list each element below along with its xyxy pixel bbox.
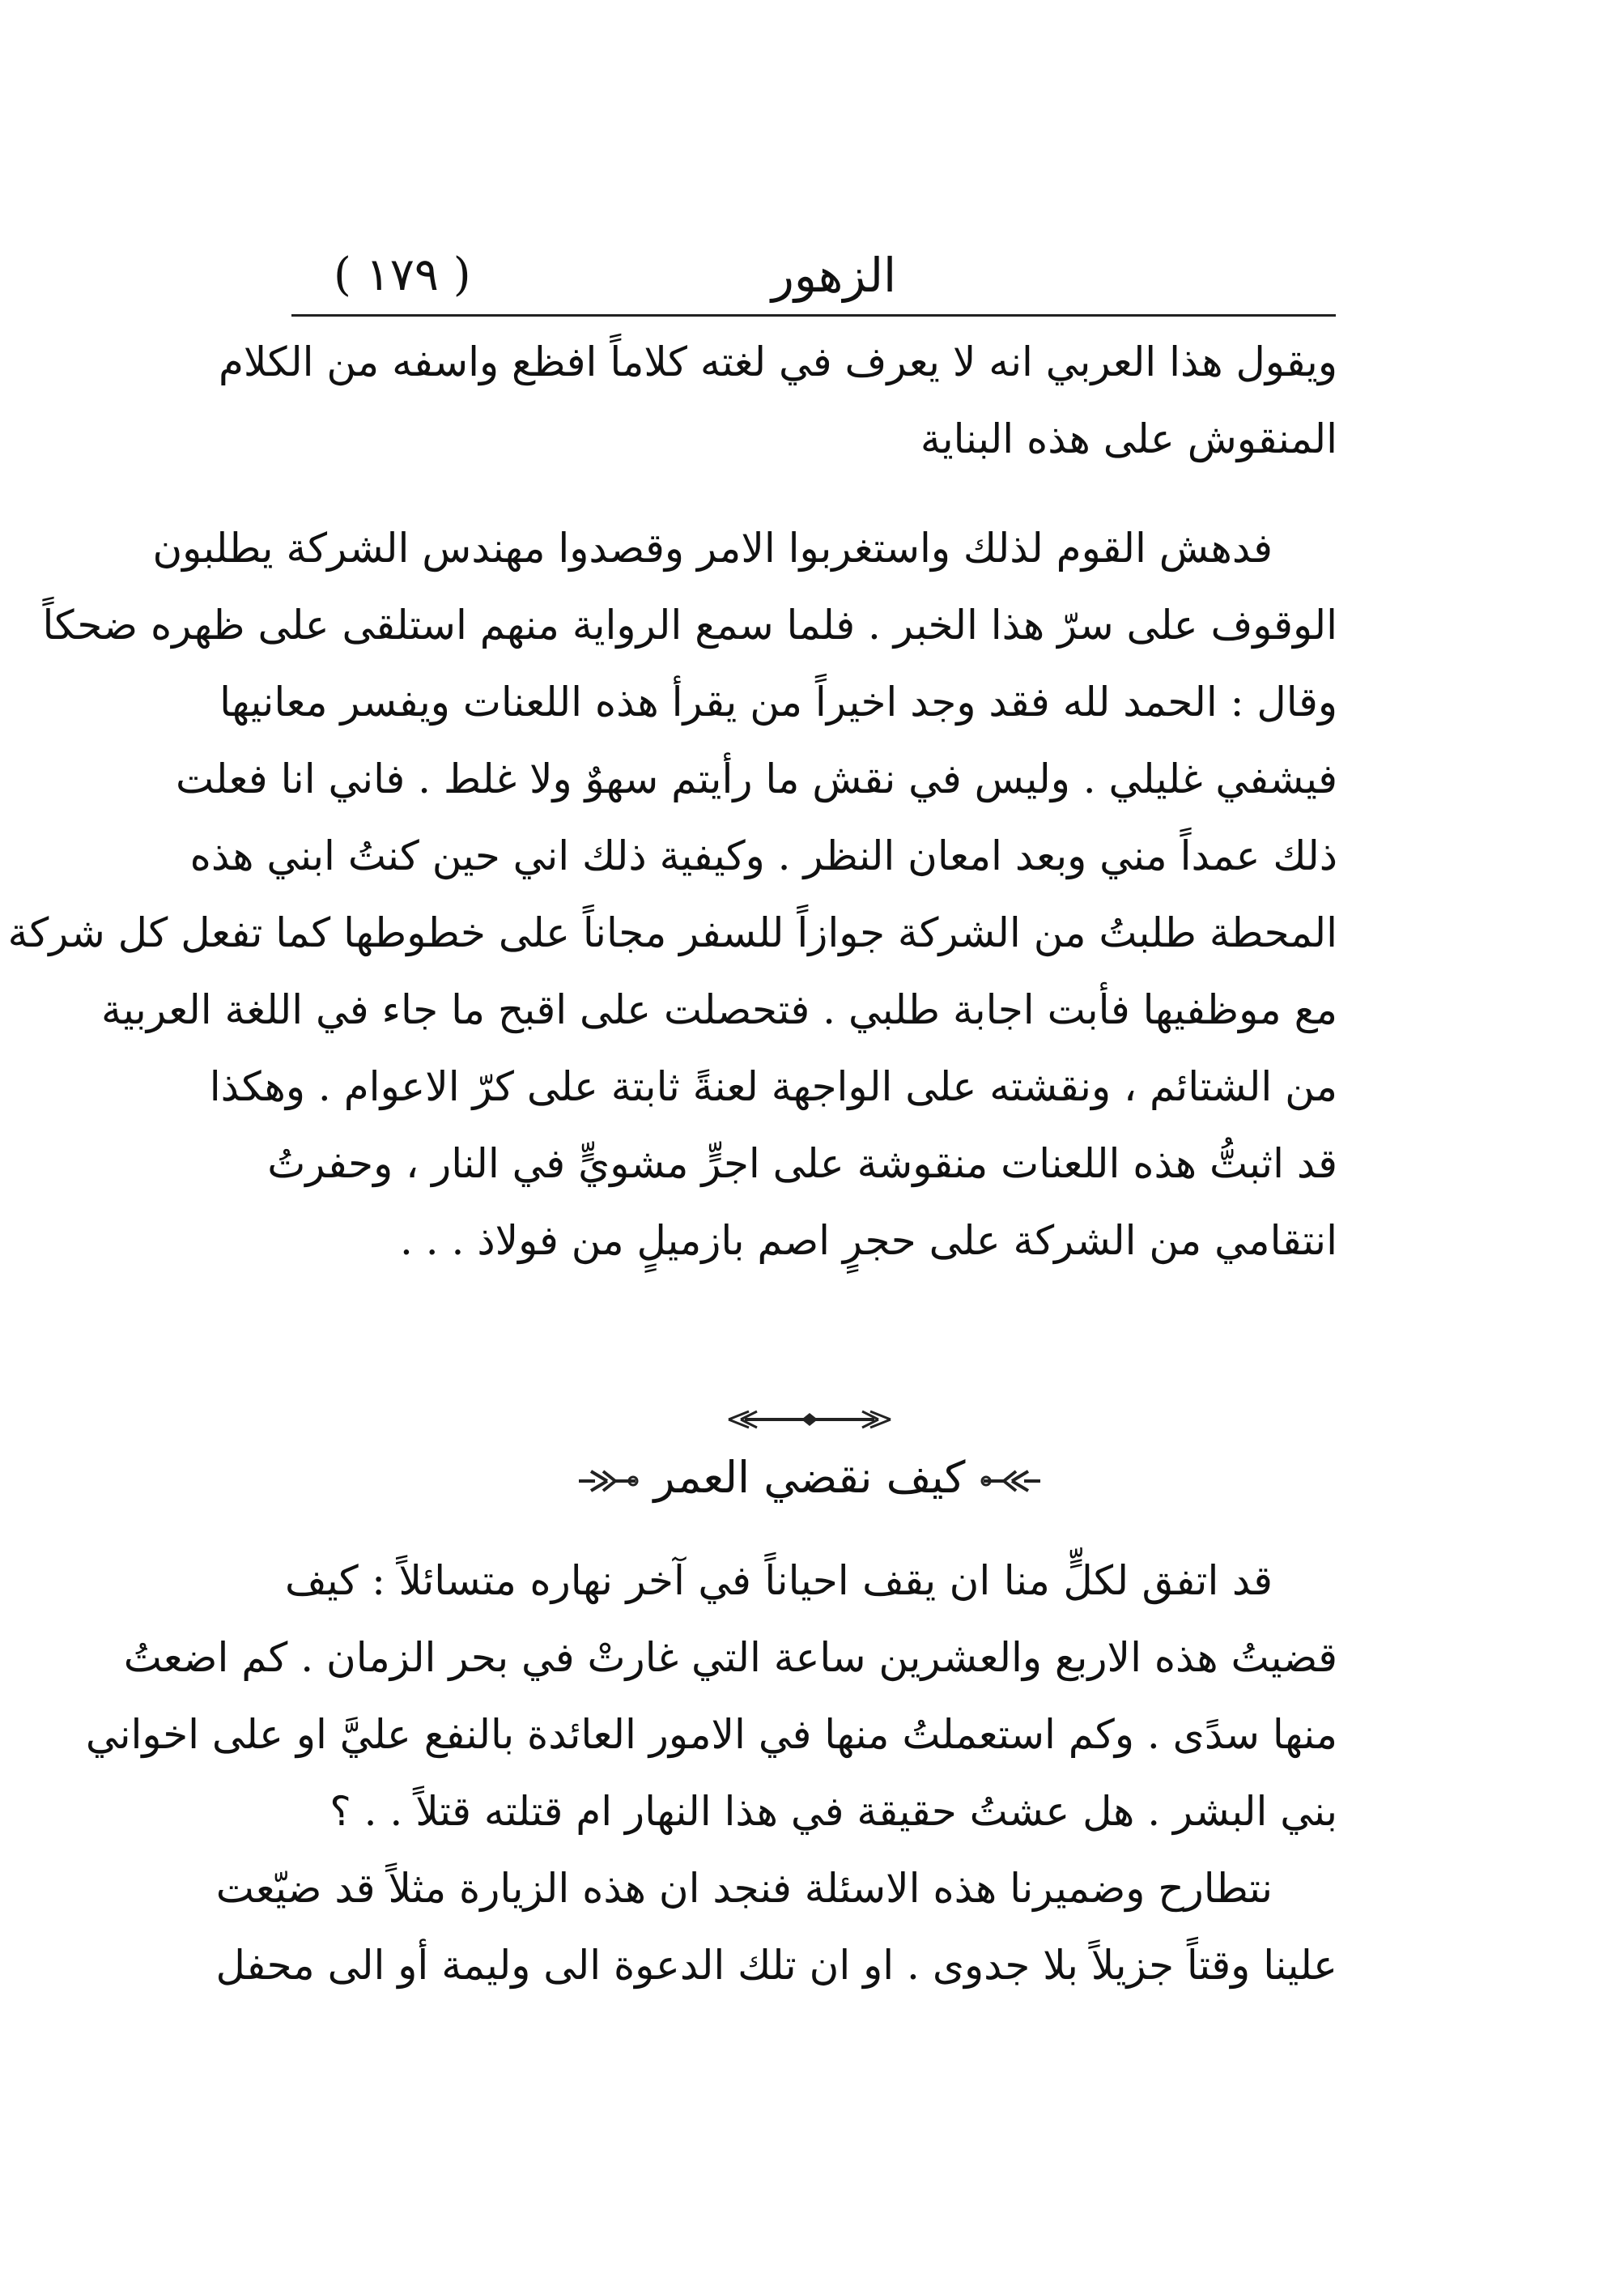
text-line: قد اتفق لكلٍّ منا ان يقف احياناً في آخر نهاره متسائلاً : كيف	[285, 1557, 1273, 1604]
section-title-text: كيف نقضي العمر	[653, 1452, 966, 1503]
text-line: ويقول هذا العربي انه لا يعرف في لغته كلاماً افظع واسفه من الكلام	[218, 338, 1337, 385]
page-header	[291, 243, 1336, 308]
paragraph-3	[85, 1543, 1337, 1850]
text-line: من الشتائم ، ونقشته على الواجهة لعنةً ثابتة على كرّ الاعوام . وهكذا	[209, 1063, 1337, 1110]
section-title	[486, 1437, 1133, 1518]
text-line: ذلك عمداً مني وبعد امعان النظر . وكيفية ذلك اني حين كنتُ ابني هذه	[189, 832, 1337, 879]
text-line: المحطة طلبتُ من الشركة جوازاً للسفر مجاناً على خطوطها كما تفعل كل شركة	[7, 909, 1337, 956]
flourish-right-icon	[980, 1465, 1044, 1497]
text-line: وقال : الحمد لله فقد وجد اخيراً من يقرأ هذه اللعنات ويفسر معانيها	[219, 679, 1337, 726]
text-line: قضيتُ هذه الاربع والعشرين ساعة التي غارتْ في بحر الزمان . كم اضعتُ	[123, 1634, 1337, 1681]
running-title: الزهور	[771, 248, 897, 303]
text-line: نتطارح وضميرنا هذه الاسئلة فنجد ان هذه الزيارة مثلاً قد ضيّعت	[215, 1865, 1273, 1912]
page-number: ( ١٧٩ )	[334, 249, 471, 301]
text-line: فيشفي غليلي . وليس في نقش ما رأيتم سهوٌ ولا غلط . فاني انا فعلت	[176, 755, 1337, 802]
text-line: بني البشر . هل عشتُ حقيقة في هذا النهار ام قتلته قتلاً . . ؟	[329, 1788, 1337, 1835]
flourish-left-icon	[575, 1465, 640, 1497]
text-line: قد اثبتُّ هذه اللعنات منقوشة على اجرٍّ مشويٍّ في النار ، وحفرتُ	[267, 1140, 1337, 1187]
text-line: مع موظفيها فأبت اجابة طلبي . فتحصلت على اقبح ما جاء في اللغة العربية	[101, 986, 1337, 1033]
text-line: فدهش القوم لذلك واستغربوا الامر وقصدوا مهندس الشركة يطلبون	[152, 525, 1273, 572]
text-line: علينا وقتاً جزيلاً بلا جدوى . او ان تلك الدعوة الى وليمة أو الى محفل	[215, 1942, 1337, 1989]
paragraph-1	[218, 324, 1337, 478]
text-line: الوقوف على سرّ هذا الخبر . فلما سمع الرواية منهم استلقى على ظهره ضحكاً	[42, 602, 1337, 649]
text-line: انتقامي من الشركة على حجرٍ اصم بازميلٍ من فولاذ . . .	[399, 1217, 1337, 1264]
text-line: المنقوش على هذه البناية	[920, 415, 1337, 462]
paragraph-2	[7, 510, 1337, 1279]
header-rule	[291, 314, 1336, 317]
ornament-divider	[712, 1407, 907, 1432]
paragraph-4	[215, 1850, 1337, 2004]
text-line: منها سدًى . وكم استعملتُ منها في الامور العائدة بالنفع عليَّ او على اخواني	[85, 1711, 1337, 1758]
